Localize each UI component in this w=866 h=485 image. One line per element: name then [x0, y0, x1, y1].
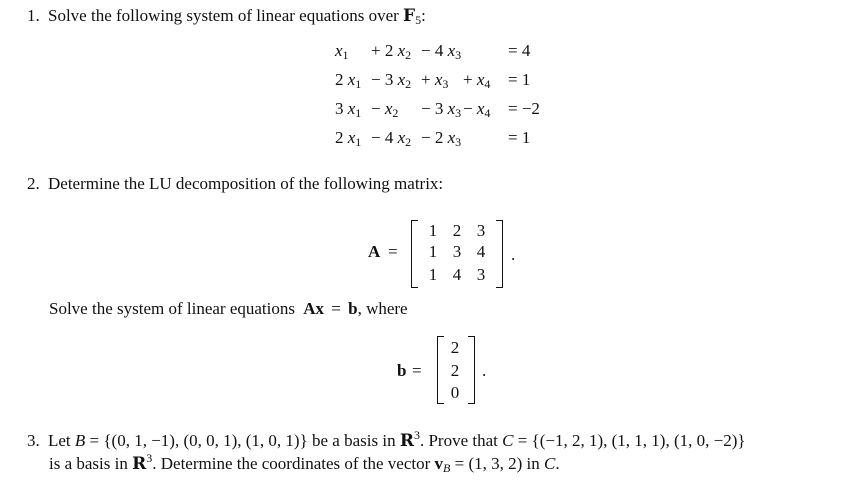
- solve-eq: =: [331, 299, 341, 318]
- real-space-dim-2: 3: [146, 451, 153, 465]
- matrix-A-cell: 4: [476, 242, 486, 261]
- solve-b: b: [348, 299, 358, 318]
- vector-v-value: = (1, 3, 2) in: [454, 454, 540, 473]
- matrix-A-cell: 2: [452, 221, 462, 240]
- matrix-A-label: A: [368, 242, 381, 261]
- vector-b-cell: 2: [450, 338, 460, 357]
- equation-rhs: = 1: [508, 70, 531, 89]
- problem-3-line-1: [27, 428, 746, 451]
- matrix-A-cell: 1: [428, 221, 438, 240]
- matrix-A-cell: 3: [476, 221, 486, 240]
- solve-where: , where: [357, 299, 408, 318]
- equation-term: − $x_4$: [463, 99, 491, 120]
- equation-term: − 2 $x_3$: [421, 128, 462, 149]
- equation-term: + $x_4$: [463, 70, 491, 91]
- problem-1-number: 1.: [27, 6, 40, 25]
- vector-b-right-bracket: [468, 336, 475, 404]
- equation-rhs: = 1: [508, 128, 531, 147]
- equation-term: 2 $x_1$: [335, 70, 362, 91]
- vector-v-subscript: B: [443, 461, 451, 475]
- vector-b-cell: 0: [450, 383, 460, 402]
- vector-b-period: .: [482, 361, 487, 380]
- field-symbol: F: [403, 6, 416, 26]
- vector-b-left-bracket: [437, 336, 444, 404]
- matrix-A-equals: =: [388, 242, 398, 261]
- solve-text: Solve the system of linear equations: [49, 299, 295, 318]
- matrix-A-cell: 3: [452, 242, 462, 261]
- equation-term: − 3 $x_2$: [371, 70, 412, 91]
- problem-3-determine: . Determine the coordinates of the vector: [152, 454, 431, 473]
- field-subscript: 5: [415, 13, 422, 27]
- problem-1-heading: [27, 7, 426, 25]
- real-space-symbol: R: [399, 431, 414, 451]
- problem-2-heading: [27, 175, 443, 192]
- matrix-A-cell: 1: [428, 265, 438, 284]
- equation-term: + $x_3$: [421, 70, 449, 91]
- problem-1-intro: Solve the following system of linear equations over: [48, 6, 399, 25]
- equation-term: − 4 $x_2$: [371, 128, 412, 149]
- problem-2-number: 2.: [27, 174, 40, 193]
- equation-term: 2 $x_1$: [335, 128, 362, 149]
- real-space-symbol-2: R: [132, 454, 147, 474]
- matrix-A-cell: 4: [452, 265, 462, 284]
- matrix-A-period: .: [511, 245, 516, 264]
- problem-3-basis-text: is a basis in: [49, 454, 128, 473]
- vector-b-equals: =: [412, 361, 422, 380]
- basis-B-set: = {(0, 1, −1), (0, 0, 1), (1, 0, 1)} be a basis in: [89, 431, 396, 450]
- field-colon: :: [421, 6, 426, 25]
- basis-B-symbol: B: [74, 431, 86, 450]
- vector-b-label: b: [397, 361, 407, 380]
- problem-3-period: .: [555, 454, 560, 473]
- equation-term: − 4 $x_3$: [421, 41, 462, 62]
- solve-x: x: [315, 299, 325, 318]
- matrix-A-left-bracket: [411, 220, 418, 288]
- equation-term: + 2 $x_2$: [371, 41, 412, 62]
- problem-3-number: 3.: [27, 431, 40, 450]
- solve-A: A: [303, 299, 316, 318]
- equation-rhs: = 4: [508, 41, 531, 60]
- problem-2-intro: Determine the LU decomposition of the following matrix:: [48, 174, 444, 193]
- problem-3-line-2: [49, 451, 560, 475]
- equation-term: 3 $x_1$: [335, 99, 362, 120]
- equation-term: $x_1$: [335, 41, 349, 62]
- real-space-dim: 3: [413, 428, 420, 442]
- matrix-A-right-bracket: [496, 220, 503, 288]
- problem-3-let: Let: [48, 431, 71, 450]
- basis-C-symbol-2: C: [544, 454, 556, 473]
- equation-rhs: = −2: [508, 99, 540, 118]
- solve-system-line: [49, 300, 408, 317]
- matrix-A-cell: 1: [428, 242, 438, 261]
- problem-3-prove: . Prove that: [419, 431, 498, 450]
- vector-v-symbol: v: [434, 454, 444, 473]
- equation-term: − $x_2$: [371, 99, 399, 120]
- vector-b-cell: 2: [450, 361, 460, 380]
- matrix-A-cell: 3: [476, 265, 486, 284]
- basis-C-set: = {(−1, 2, 1), (1, 1, 1), (1, 0, −2)}: [517, 431, 746, 450]
- basis-C-symbol: C: [502, 431, 514, 450]
- equation-term: − 3 $x_3$: [421, 99, 462, 120]
